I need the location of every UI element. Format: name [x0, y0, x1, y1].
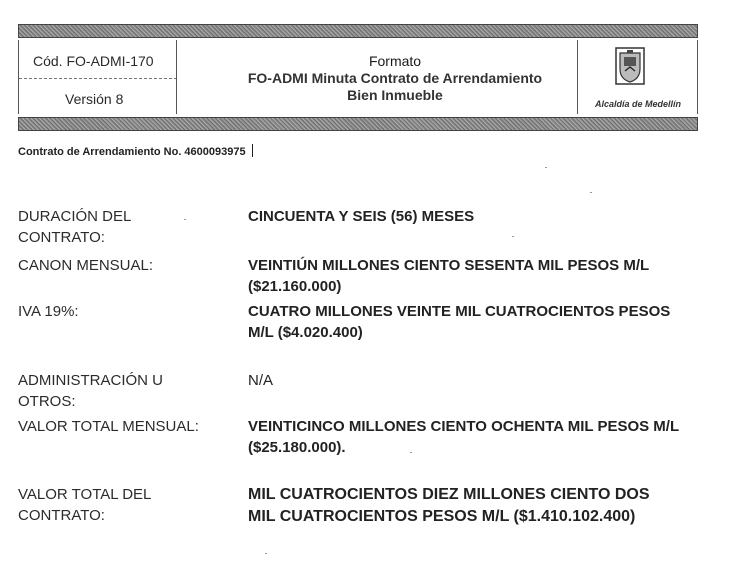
- term-label: IVA 19%:: [18, 303, 79, 320]
- term-label: VALOR TOTAL MENSUAL:: [18, 418, 199, 435]
- term-value: VEINTICINCO MILLONES CIENTO OCHENTA MIL PESOS M/L ($25.180.000).: [248, 418, 680, 456]
- header-bottom-band: [18, 117, 698, 131]
- scan-speck: [512, 236, 514, 237]
- header-cell-divider: [19, 78, 177, 80]
- scan-speck: [410, 452, 412, 453]
- form-title: [195, 53, 595, 104]
- header-top-band: [18, 24, 698, 38]
- term-value: VEINTIÚN MILLONES CIENTO SESENTA MIL PESOS M/L ($21.160.000): [248, 257, 650, 295]
- contract-number: [18, 144, 253, 158]
- term-value: N/A: [248, 372, 274, 389]
- text-cursor: [252, 144, 253, 157]
- scan-speck: [184, 219, 186, 220]
- logo-caption: Alcaldía de Medellín: [594, 99, 682, 109]
- form-code: Cód. FO-ADMI-170: [33, 53, 154, 69]
- term-value: CINCUENTA Y SEIS (56) MESES: [248, 208, 475, 225]
- form-title-line3: Bien Inmueble: [347, 87, 443, 103]
- form-title-line1: Formato: [368, 53, 422, 69]
- form-version: Versión 8: [65, 91, 124, 107]
- document-header: [18, 40, 698, 114]
- contract-number-text: Contrato de Arrendamiento No. 4600093975: [18, 146, 246, 158]
- term-label: DURACIÓN DEL CONTRATO:: [18, 208, 132, 246]
- form-title-line2: FO-ADMI Minuta Contrato de Arrendamiento: [247, 70, 543, 86]
- coat-of-arms-icon: [615, 47, 645, 85]
- term-label: CANON MENSUAL:: [18, 257, 154, 274]
- scan-speck: [265, 553, 267, 554]
- header-divider-right: [577, 40, 578, 114]
- term-value: CUATRO MILLONES VEINTE MIL CUATROCIENTOS PESOS M/L ($4.020.400): [248, 303, 671, 341]
- header-divider-left: [176, 40, 177, 114]
- term-label: VALOR TOTAL DEL CONTRATO:: [18, 486, 152, 524]
- term-label: ADMINISTRACIÓN U OTROS:: [18, 372, 164, 410]
- term-value: MIL CUATROCIENTOS DIEZ MILLONES CIENTO DOS MIL CUATROCIENTOS PESOS M/L ($1.410.102.400): [248, 486, 650, 525]
- scan-speck: [590, 192, 592, 193]
- scan-speck: [545, 167, 547, 168]
